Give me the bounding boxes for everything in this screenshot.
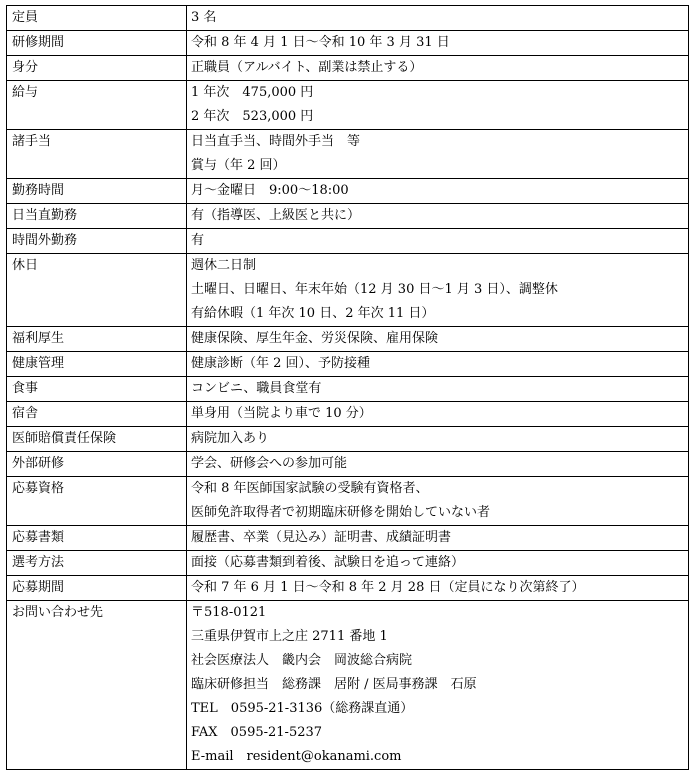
row-label-cell xyxy=(7,526,187,551)
row-value-line: TEL 0595-21-3136（総務課直通） xyxy=(191,701,414,716)
row-value-line: 令和 8 年 4 月 1 日～令和 10 年 3 月 31 日 xyxy=(191,35,450,50)
row-value-cell xyxy=(187,402,689,427)
table-row xyxy=(7,377,689,402)
row-value-line: 面接（応募書類到着後、試験日を追って連絡） xyxy=(191,555,465,570)
row-label: 応募書類 xyxy=(12,530,65,545)
row-value-line: 三重県伊賀市上之庄 2711 番地 1 xyxy=(191,629,388,644)
row-value-cell xyxy=(187,204,689,229)
table-row xyxy=(7,56,689,81)
table-row xyxy=(7,204,689,229)
row-value-line: コンビニ、職員食堂有 xyxy=(191,381,322,396)
row-value-cell xyxy=(187,551,689,576)
row-label: 定員 xyxy=(12,10,39,25)
row-label: 研修期間 xyxy=(12,35,65,50)
row-label: 勤務時間 xyxy=(12,183,65,198)
row-label-cell xyxy=(7,204,187,229)
row-label: 休日 xyxy=(12,258,39,273)
row-label: 健康管理 xyxy=(12,356,65,371)
row-value-line: 週休二日制 xyxy=(191,258,257,273)
table-row xyxy=(7,427,689,452)
row-value-cell xyxy=(187,576,689,601)
row-label-cell xyxy=(7,56,187,81)
row-value-line: 3 名 xyxy=(191,10,217,25)
row-value-line: 病院加入あり xyxy=(191,431,270,446)
row-value-cell xyxy=(187,352,689,377)
table-row xyxy=(7,402,689,427)
row-label: 食事 xyxy=(12,381,39,396)
row-value-line: FAX 0595-21-5237 xyxy=(191,725,323,740)
table-row xyxy=(7,551,689,576)
row-value-cell xyxy=(187,254,689,327)
row-label: 応募期間 xyxy=(12,580,65,595)
row-label-cell xyxy=(7,352,187,377)
row-label-cell xyxy=(7,601,187,770)
row-value-cell xyxy=(187,81,689,130)
row-label-cell xyxy=(7,179,187,204)
row-value-line: 正職員（アルバイト、副業は禁止する） xyxy=(191,60,423,75)
row-label-cell xyxy=(7,576,187,601)
row-label: お問い合わせ先 xyxy=(12,605,104,620)
row-value-line: 健康保険、厚生年金、労災保険、雇用保険 xyxy=(191,331,439,346)
row-value-line: 1 年次 475,000 円 xyxy=(191,85,314,100)
row-value-cell xyxy=(187,601,689,770)
row-value-cell xyxy=(187,427,689,452)
row-value-line: 土曜日、日曜日、年末年始（12 月 30 日～1 月 3 日）、調整休 xyxy=(191,282,558,297)
row-label: 諸手当 xyxy=(12,134,52,149)
row-label-cell xyxy=(7,377,187,402)
row-label-cell xyxy=(7,81,187,130)
table-row xyxy=(7,81,689,130)
row-value-line: 健康診断（年 2 回）、予防接種 xyxy=(191,356,371,371)
row-label-cell xyxy=(7,6,187,31)
row-label: 外部研修 xyxy=(12,456,65,471)
row-label-cell xyxy=(7,551,187,576)
row-value-line: 有給休暇（1 年次 10 日、2 年次 11 日） xyxy=(191,306,435,321)
recruitment-info-table xyxy=(6,5,689,770)
table-row xyxy=(7,477,689,526)
row-value-cell xyxy=(187,229,689,254)
row-label-cell xyxy=(7,427,187,452)
row-label: 時間外勤務 xyxy=(12,233,78,248)
table-row xyxy=(7,452,689,477)
row-value-cell xyxy=(187,56,689,81)
row-value-line: 単身用（当院より車で 10 分） xyxy=(191,406,372,421)
row-label: 選考方法 xyxy=(12,555,65,570)
table-row xyxy=(7,130,689,179)
row-label-cell xyxy=(7,402,187,427)
row-value-line: 有（指導医、上級医と共に） xyxy=(191,208,361,223)
table-row xyxy=(7,229,689,254)
row-value-line: 2 年次 523,000 円 xyxy=(191,109,314,124)
row-value-line: 賞与（年 2 回） xyxy=(191,158,286,173)
row-label-cell xyxy=(7,452,187,477)
row-value-line: 医師免許取得者で初期臨床研修を開始していない者 xyxy=(191,505,491,520)
row-label-cell xyxy=(7,254,187,327)
row-label-cell xyxy=(7,327,187,352)
row-value-line: 履歴書、卒業（見込み）証明書、成績証明書 xyxy=(191,530,452,545)
table-row xyxy=(7,179,689,204)
table-row xyxy=(7,576,689,601)
table-row xyxy=(7,526,689,551)
row-label: 宿舎 xyxy=(12,406,39,421)
row-value-cell xyxy=(187,31,689,56)
row-value-cell xyxy=(187,477,689,526)
row-label: 給与 xyxy=(12,85,39,100)
table-row xyxy=(7,352,689,377)
row-label-cell xyxy=(7,229,187,254)
table-row xyxy=(7,6,689,31)
row-label: 応募資格 xyxy=(12,481,65,496)
row-label-cell xyxy=(7,130,187,179)
row-value-cell xyxy=(187,179,689,204)
row-value-line: 日当直手当、時間外手当 等 xyxy=(191,134,361,149)
row-value-line: 社会医療法人 畿内会 岡波総合病院 xyxy=(191,653,413,668)
row-value-cell xyxy=(187,130,689,179)
row-value-line: 臨床研修担当 総務課 居附 / 医局事務課 石原 xyxy=(191,677,477,692)
row-value-cell xyxy=(187,377,689,402)
row-value-line: 有 xyxy=(191,233,205,248)
row-label-cell xyxy=(7,31,187,56)
row-value-cell xyxy=(187,526,689,551)
row-value-line: E-mail resident@okanami.com xyxy=(191,749,402,764)
row-value-line: 〒518-0121 xyxy=(191,605,267,620)
row-value-line: 月～金曜日 9:00～18:00 xyxy=(191,183,349,198)
table-row xyxy=(7,327,689,352)
table-row xyxy=(7,601,689,770)
row-value-line: 学会、研修会への参加可能 xyxy=(191,456,348,471)
table-body xyxy=(7,6,689,770)
row-value-cell xyxy=(187,6,689,31)
row-value-cell xyxy=(187,452,689,477)
table-row xyxy=(7,31,689,56)
row-value-line: 令和 8 年医師国家試験の受験有資格者、 xyxy=(191,481,429,496)
row-value-cell xyxy=(187,327,689,352)
row-label: 身分 xyxy=(12,60,39,75)
table-row xyxy=(7,254,689,327)
row-label-cell xyxy=(7,477,187,526)
row-value-line: 令和 7 年 6 月 1 日～令和 8 年 2 月 28 日（定員になり次第終了） xyxy=(191,580,585,595)
row-label: 福利厚生 xyxy=(12,331,65,346)
row-label: 医師賠償責任保険 xyxy=(12,431,117,446)
row-label: 日当直勤務 xyxy=(12,208,78,223)
